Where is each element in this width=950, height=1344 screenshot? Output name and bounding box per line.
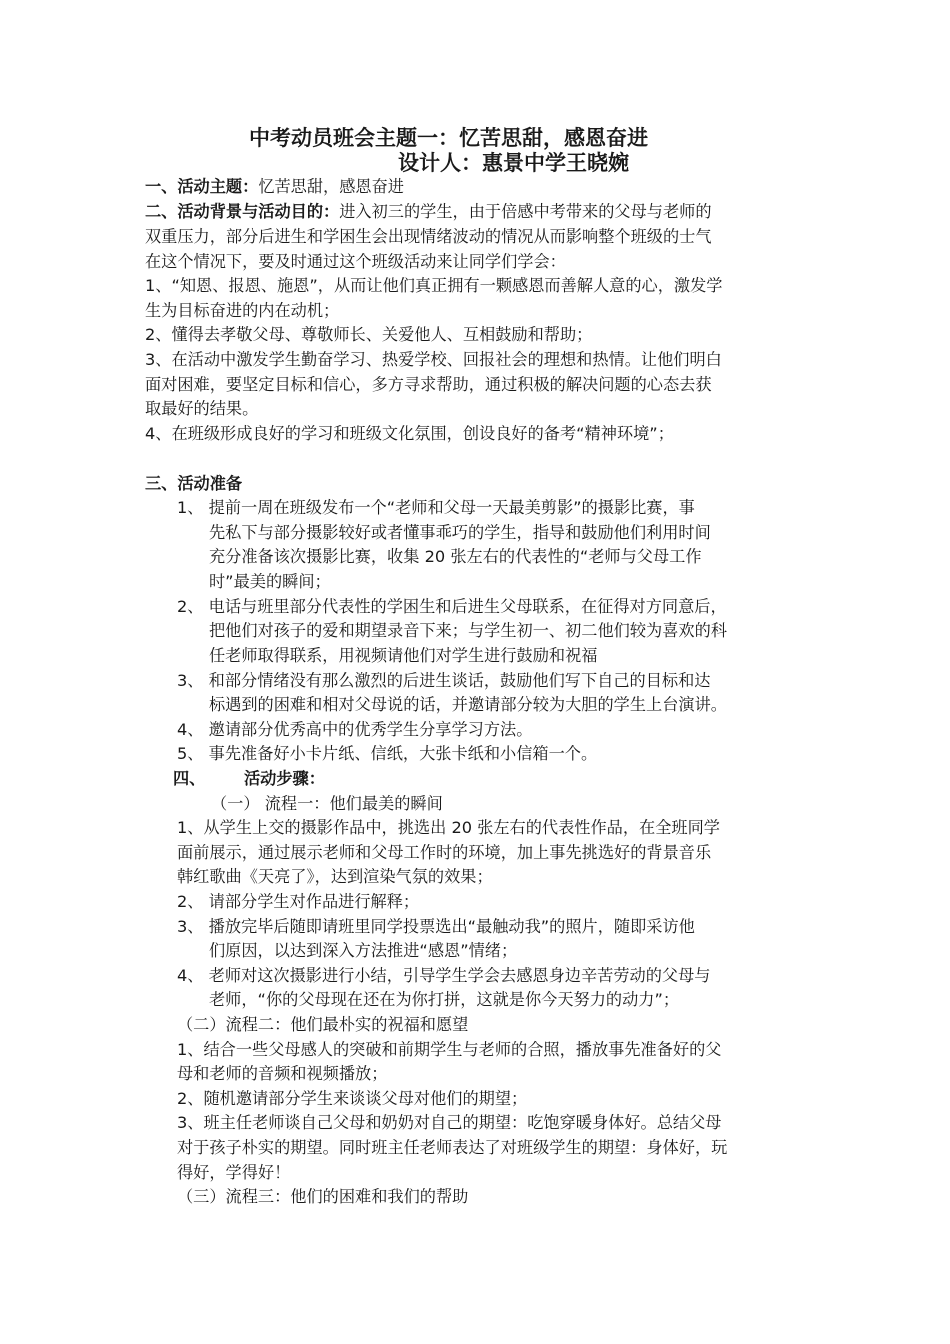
list-item-continued: 时”最美的瞬间； [209, 572, 331, 591]
section-2-first-line [145, 200, 712, 225]
paragraph-line: 1、从学生上交的摄影作品中，挑选出 20 张左右的代表性作品，在全班同学 [177, 818, 720, 837]
flow-1-title: （一） 流程一：他们最美的瞬间 [211, 794, 443, 813]
section-1 [145, 175, 404, 200]
section-3-heading: 三、活动准备 [145, 474, 243, 493]
list-item-continued: 标遇到的困难和相对父母说的话，并邀请部分较为大胆的学生上台演讲。 [209, 695, 727, 714]
list-item: 2、 电话与班里部分代表性的学困生和后进生父母联系，在征得对方同意后， [177, 597, 727, 616]
paragraph-line: 1、结合一些父母感人的突破和前期学生与老师的合照，播放事先准备好的父 [177, 1040, 722, 1059]
paragraph-line: 2、随机邀请部分学生来谈谈父母对他们的期望； [177, 1089, 528, 1108]
section-4-heading: 活动步骤： [244, 769, 325, 788]
list-item-continued: 先私下与部分摄影较好或者懂事乖巧的学生，指导和鼓励他们利用时间 [209, 523, 711, 542]
paragraph-line: 得好，学得好！ [177, 1163, 291, 1182]
paragraph-line: 取最好的结果。 [145, 399, 259, 418]
section-1-heading: 一、活动主题： [145, 177, 259, 196]
document-title: 中考动员班会主题一：忆苦思甜，感恩奋进 [249, 126, 648, 150]
paragraph-line: 韩红歌曲《天亮了》，达到渲染气氛的效果； [177, 867, 493, 886]
list-item: 4、 邀请部分优秀高中的优秀学生分享学习方法。 [177, 720, 533, 739]
list-item: 5、 事先准备好小卡片纸、信纸，大张卡纸和小信箱一个。 [177, 744, 598, 763]
list-item: 3、 播放完毕后随即请班里同学投票选出“最触动我”的照片，随即采访他 [177, 917, 695, 936]
paragraph-line: 面对困难，要坚定目标和信心，多方寻求帮助，通过积极的解决问题的心态去获 [145, 375, 712, 394]
list-item-continued: 充分准备该次摄影比赛，收集 20 张左右的代表性的“老师与父母工作 [209, 547, 702, 566]
paragraph-line: 双重压力，部分后进生和学困生会出现情绪波动的情况从而影响整个班级的士气 [145, 227, 712, 246]
paragraph-line: 面前展示，通过展示老师和父母工作时的环境，加上事先挑选好的背景音乐 [177, 843, 712, 862]
paragraph-line: 生为目标奋进的内在动机； [145, 301, 340, 320]
list-item-continued: 把他们对孩子的爱和期望录音下来；与学生初一、初二他们较为喜欢的科 [209, 621, 727, 640]
list-item-continued: 任老师取得联系，用视频请他们对学生进行鼓励和祝福 [209, 646, 598, 665]
paragraph-line: 母和老师的音频和视频播放； [177, 1064, 388, 1083]
paragraph-line: 对于孩子朴实的期望。同时班主任老师表达了对班级学生的期望：身体好，玩 [177, 1138, 728, 1157]
section-2-heading: 二、活动背景与活动目的： [145, 202, 340, 221]
list-item: 1、 提前一周在班级发布一个“老师和父母一天最美剪影”的摄影比赛，事 [177, 498, 695, 517]
list-item: 3、 和部分情绪没有那么激烈的后进生谈话，鼓励他们写下自己的目标和达 [177, 671, 711, 690]
paragraph-line: 4、在班级形成良好的学习和班级文化氛围，创设良好的备考“精神环境”； [145, 424, 674, 443]
paragraph-line: 1、“知恩、报恩、施恩”，从而让他们真正拥有一颗感恩而善解人意的心，激发学 [145, 276, 723, 295]
paragraph-line: 3、在活动中激发学生勤奋学习、热爱学校、回报社会的理想和热情。让他们明白 [145, 350, 722, 369]
flow-3-title: （三）流程三：他们的困难和我们的帮助 [177, 1187, 469, 1206]
list-item-continued: 们原因，以达到深入方法推进“感恩”情绪； [209, 941, 518, 960]
list-item: 2、 请部分学生对作品进行解释； [177, 892, 420, 911]
list-item-continued: 老师，“你的父母现在还在为你打拼，这就是你今天努力的动力”； [209, 990, 680, 1009]
flow-2-title: （二）流程二：他们最朴实的祝福和愿望 [177, 1015, 469, 1034]
section-1-text: 忆苦思甜，感恩奋进 [258, 177, 404, 196]
paragraph-line: 3、班主任老师谈自己父母和奶奶对自己的期望：吃饱穿暖身体好。总结父母 [177, 1113, 722, 1132]
section-2-text: 进入初三的学生，由于倍感中考带来的父母与老师的 [339, 202, 712, 221]
paragraph-line: 在这个情况下，要及时通过这个班级活动来让同学们学会： [145, 252, 566, 271]
section-4-number: 四、 [173, 769, 206, 788]
designer-line: 设计人：惠景中学王晓婉 [398, 151, 629, 175]
paragraph-line: 2、懂得去孝敬父母、尊敬师长、关爱他人、互相鼓励和帮助； [145, 325, 593, 344]
list-item: 4、 老师对这次摄影进行小结，引导学生学会去感恩身边辛苦劳动的父母与 [177, 966, 711, 985]
